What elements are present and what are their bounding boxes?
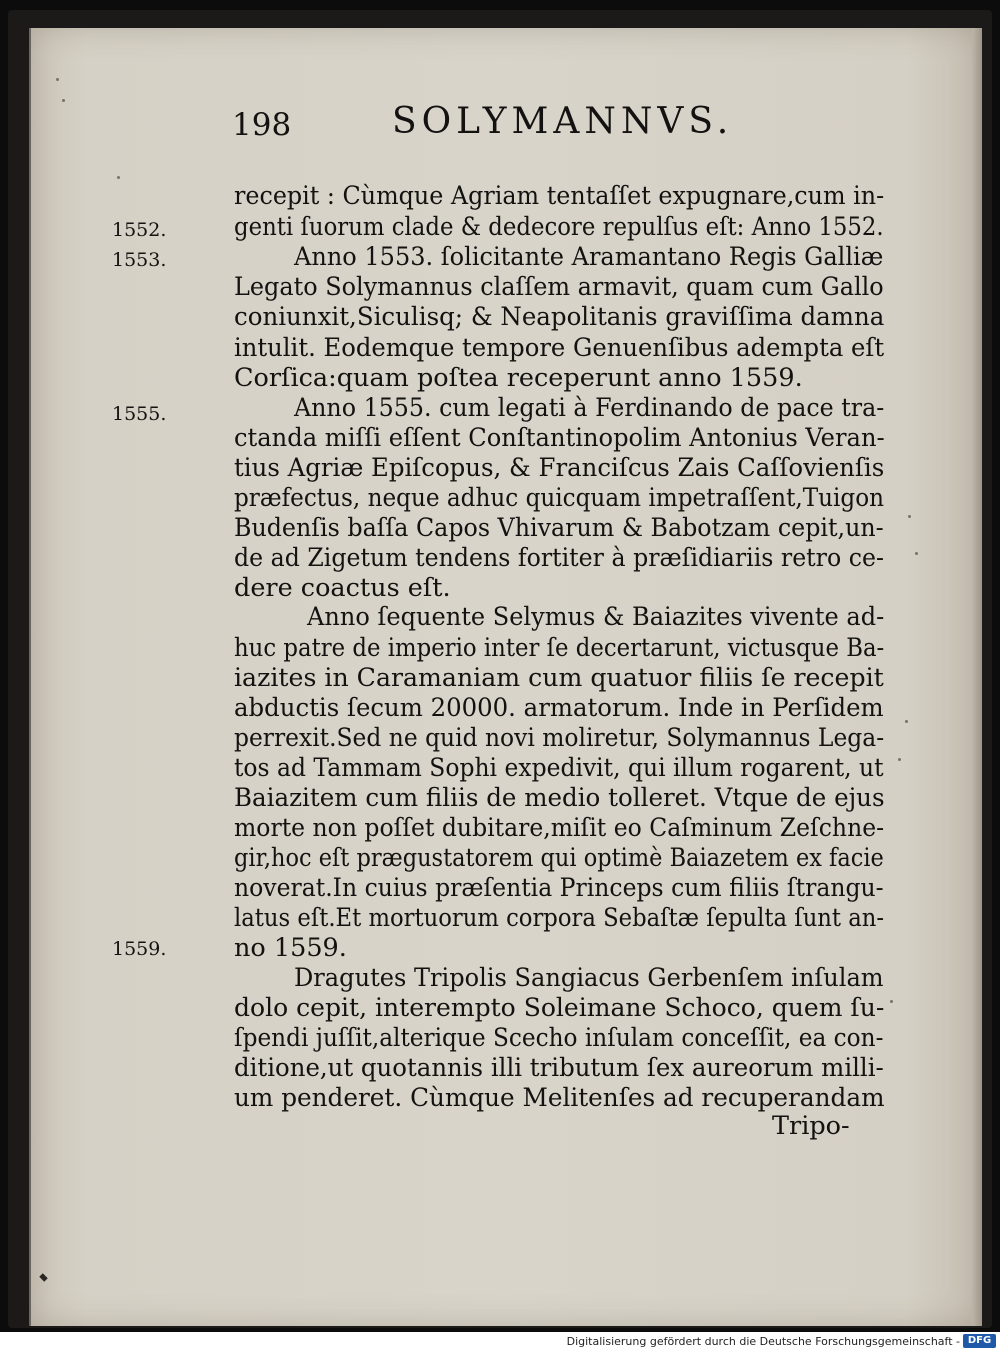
page-number: 198 (232, 107, 292, 143)
ink-speck (915, 552, 918, 555)
margin-year: 1553. (112, 249, 167, 271)
text-line: ſpendi juſſit,alterique Scecho inſulam conceſſit, ea con- (234, 1023, 884, 1053)
margin-year: 1552. (112, 219, 167, 241)
footer-bar (0, 1332, 1000, 1352)
text-line: iazites in Caramaniam cum quatuor filiis ſe recepit (234, 663, 884, 693)
text-line: ctanda miſſi eſſent Conſtantinopolim Antonius Veran- (234, 423, 885, 453)
text-line: um penderet. Cùmque Melitenſes ad recuperandam (234, 1083, 885, 1113)
text-line: dolo cepit, interempto Soleimane Schoco, quem ſu- (234, 993, 885, 1023)
text-line: huc patre de imperio inter ſe decertarunt, victusque Ba- (234, 633, 885, 663)
catchword: Tripo- (772, 1111, 850, 1141)
text-line: ditione,ut quotannis illi tributum ſex aureorum milli- (234, 1053, 884, 1083)
text-line: genti ſuorum clade & dedecore repulſus eſt: Anno 1552. (234, 212, 884, 242)
text-line: abductis ſecum 20000. armatorum. Inde in Perſidem (234, 693, 884, 723)
dfg-logo: DFG (963, 1334, 996, 1348)
text-line: gir,hoc eſt prægustatorem qui optimè Baiazetem ex facie (234, 843, 884, 873)
text-line: recepit : Cùmque Agriam tentaſſet expugnare,cum in- (234, 181, 885, 211)
text-line: no 1559. (234, 933, 347, 963)
text-line: noverat.In cuius præſentia Princeps cum filiis ſtrangu- (234, 873, 884, 903)
margin-year: 1555. (112, 403, 167, 425)
text-line: Anno ſequente Selymus & Baiazites vivente ad- (307, 602, 885, 632)
text-line: coniunxit,Siculisq; & Neapolitanis graviſſima damna (234, 302, 885, 332)
text-line: Baiazitem cum filiis de medio tolleret. Vtque de ejus (234, 783, 885, 813)
text-line: Anno 1553. ſolicitante Aramantano Regis Galliæ (294, 242, 884, 272)
text-line: Anno 1555. cum legati à Ferdinando de pace tra- (294, 393, 885, 423)
text-line: præfectus, neque adhuc quicquam impetraſſent,Tuigon (234, 483, 885, 513)
text-line: tius Agriæ Epiſcopus, & Franciſcus Zais Caſſovienſis (234, 453, 885, 483)
text-line: intulit. Eodemque tempore Genuenſibus adempta eſt (234, 333, 885, 363)
footer-credit: Digitalisierung gefördert durch die Deutsche Forschungsgemeinschaft - (566, 1335, 960, 1348)
ink-speck (62, 99, 65, 102)
ink-speck (117, 176, 120, 179)
ink-speck (898, 758, 901, 761)
ink-speck (890, 1000, 893, 1003)
text-line: de ad Zigetum tendens fortiter à præſidiariis retro ce- (234, 543, 884, 573)
text-line: perrexit.Sed ne quid novi moliretur, Solymannus Lega- (234, 723, 885, 753)
text-line: Legato Solymannus claſſem armavit, quam cum Gallo (234, 272, 884, 302)
margin-year: 1559. (112, 938, 167, 960)
text-line: dere coactus eſt. (234, 573, 451, 603)
text-line: Dragutes Tripolis Sangiacus Gerbenſem inſulam (294, 963, 884, 993)
ink-speck (908, 515, 911, 518)
running-title: SOLYMANNVS. (392, 101, 734, 142)
ink-speck (56, 78, 59, 81)
ink-speck (905, 720, 908, 723)
page-edge (972, 28, 982, 1326)
text-line: morte non poſſet dubitare,miſit eo Caſminum Zeſchne- (234, 813, 885, 843)
text-line: Corſica:quam poſtea receperunt anno 1559. (234, 363, 803, 393)
text-line: tos ad Tammam Sophi expedivit, qui illum rogarent, ut (234, 753, 884, 783)
text-line: Budenſis baſſa Capos Vhivarum & Babotzam cepit,un- (234, 513, 884, 543)
text-line: latus eſt.Et mortuorum corpora Sebaſtæ ſepulta ſunt an- (234, 903, 885, 933)
